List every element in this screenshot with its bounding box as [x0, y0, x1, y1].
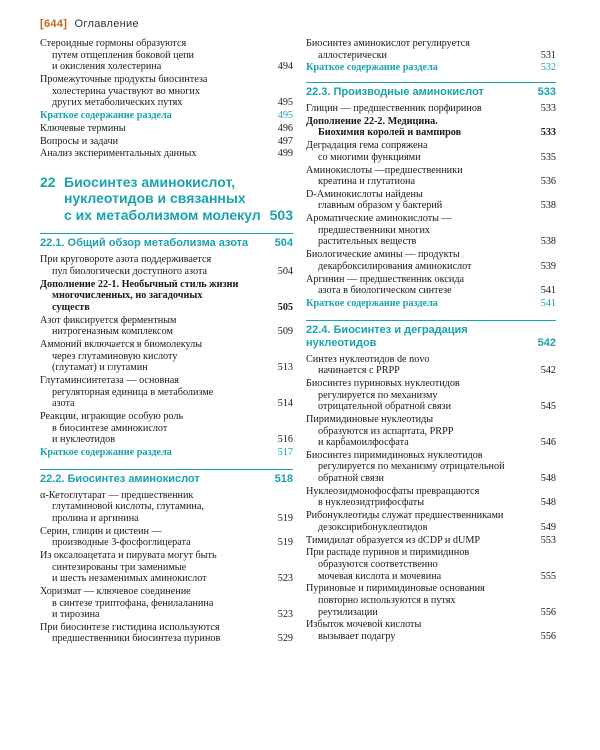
- entry-title-line: Краткое содержание раздела: [306, 62, 438, 74]
- toc-entry[interactable]: [40, 490, 293, 525]
- entry-page-number: 523: [277, 573, 293, 585]
- entry-title-line: пролина и аргинина: [52, 512, 139, 524]
- toc-entry[interactable]: [40, 136, 293, 148]
- toc-entry[interactable]: [306, 165, 556, 188]
- entry-title-line: Стероидные гормоны образуются: [40, 38, 187, 49]
- summary-entry[interactable]: [40, 447, 293, 459]
- section-heading[interactable]: [40, 233, 293, 250]
- entry-title-line: D-Аминокислоты найдены: [306, 188, 423, 200]
- toc-entry[interactable]: [306, 450, 556, 485]
- toc-entry[interactable]: [306, 38, 556, 61]
- entry-page-number: 541: [540, 285, 556, 297]
- entry-title-line: Биосинтез пуриновых нуклеотидов: [306, 377, 460, 389]
- entry-title-line: Краткое содержание раздела: [40, 109, 172, 121]
- entry-title-line: мочевая кислота и мочевина: [318, 570, 442, 582]
- section-heading[interactable]: [40, 469, 293, 486]
- entry-title-line: производные 3-фосфоглицерата: [52, 537, 191, 549]
- entry-page-number: 499: [277, 148, 293, 160]
- entry-title-line: Биосинтез пиримидиновых нуклеотидов: [306, 449, 483, 461]
- entry-page-number: 495: [277, 97, 293, 109]
- entry-page-number: 509: [277, 326, 293, 338]
- entry-page-number: 494: [277, 61, 293, 73]
- entry-page-number: 538: [540, 236, 556, 248]
- entry-title-line: холестерина участвуют во многих: [52, 85, 200, 97]
- entry-title-line: обратной связи: [318, 473, 384, 485]
- section-page: 504: [274, 237, 293, 250]
- entry-title-line: отрицательной обратной связи: [318, 401, 452, 413]
- toc-entry[interactable]: [306, 547, 556, 582]
- entry-title-line: α-Кетоглутарат — предшественник: [40, 489, 194, 501]
- entry-page-number: 504: [277, 265, 293, 277]
- toc-entry[interactable]: [40, 279, 293, 314]
- toc-entry[interactable]: [40, 38, 293, 73]
- entry-title-line: и окисления холестерина: [52, 61, 162, 73]
- entry-title-line: предшественники многих: [318, 224, 431, 236]
- toc-entry[interactable]: [306, 583, 556, 618]
- entry-title-line: Пиримидиновые нуклеотиды: [306, 413, 434, 425]
- toc-group: [40, 38, 293, 160]
- entry-page-number: 556: [540, 606, 556, 618]
- entry-page-number: 542: [540, 365, 556, 377]
- section-heading[interactable]: [306, 82, 556, 99]
- page-number: [644]: [40, 18, 68, 30]
- toc-entry[interactable]: [306, 535, 556, 547]
- entry-title-line: Нуклеозидмонофосфаты превращаются: [306, 485, 480, 497]
- entry-title-line: Дополнение 22-2. Медицина.: [306, 115, 438, 127]
- entry-title-line: Биологические амины — продукты: [306, 249, 460, 261]
- entry-page-number: 533: [540, 127, 556, 139]
- entry-title-line: и шесть незаменимых аминокислот: [52, 573, 207, 585]
- entry-page-number: 531: [540, 49, 556, 61]
- entry-title-line: (глутамат) и глутамин: [52, 362, 148, 374]
- entry-page-number: 495: [277, 109, 293, 121]
- entry-page-number: 529: [277, 633, 293, 645]
- entry-title-line: путем отщепления боковой цепи: [52, 49, 194, 61]
- entry-title-line: вызывает подагру: [318, 630, 396, 642]
- entry-page-number: 532: [540, 62, 556, 74]
- entry-page-number: 553: [540, 534, 556, 546]
- entry-title-line: глутаминовой кислоты, глутамина,: [52, 501, 204, 513]
- toc-entry[interactable]: [306, 249, 556, 272]
- entry-title-line: Рибонуклеотиды служат предшественниками: [306, 510, 504, 522]
- entry-page-number: 541: [540, 297, 556, 309]
- entry-page-number: 545: [540, 401, 556, 413]
- toc-entry[interactable]: [306, 213, 556, 248]
- entry-page-number: 497: [277, 135, 293, 147]
- toc-entry[interactable]: [40, 339, 293, 374]
- entry-title-line: через глутаминовую кислоту: [52, 350, 178, 362]
- running-title: Оглавление: [74, 18, 139, 30]
- entry-title-line: креатина и глутатиона: [318, 176, 416, 188]
- entry-page-number: 538: [540, 200, 556, 212]
- toc-entry[interactable]: [306, 378, 556, 413]
- entry-page-number: 514: [277, 398, 293, 410]
- toc-entry[interactable]: [306, 274, 556, 297]
- section-title: 22.4. Биосинтез и деградация нуклеотидов: [306, 323, 468, 349]
- entry-title-line: реутилизации: [318, 606, 378, 618]
- toc-entry[interactable]: [306, 354, 556, 377]
- toc-group: [306, 354, 556, 643]
- entry-title-line: Анализ экспериментальных данных: [40, 148, 197, 160]
- entry-title-line: При круговороте азота поддерживается: [40, 254, 212, 266]
- entry-page-number: 555: [540, 570, 556, 582]
- entry-title-line: При распаде пуринов и пиримидинов: [306, 547, 470, 559]
- entry-title-line: Глутаминсинтетаза — основная: [40, 375, 179, 387]
- left-column: [40, 38, 293, 646]
- chapter-title-line: Биосинтез аминокислот,: [64, 173, 236, 190]
- entry-title-line: и тирозина: [52, 609, 100, 621]
- entry-title-line: Аминокислоты —предшественники: [306, 164, 463, 176]
- chapter-page: 503: [269, 206, 293, 223]
- entry-title-line: дезоксирибонуклеотидов: [318, 521, 428, 533]
- entry-title-line: Реакции, играющие особую роль: [40, 411, 184, 423]
- entry-page-number: 519: [277, 512, 293, 524]
- entry-page-number: 517: [277, 447, 293, 458]
- toc-group: [40, 490, 293, 645]
- chapter-title-line: с их метаболизмом молекул: [64, 206, 261, 223]
- entry-title-line: повторно используются в путях: [318, 594, 456, 606]
- entry-title-line: Ароматические аминокислоты —: [306, 213, 452, 225]
- entry-page-number: 556: [540, 630, 556, 642]
- entry-title-line: Биосинтез аминокислот регулируется: [306, 38, 470, 49]
- entry-title-line: Аммоний включается в биомолекулы: [40, 339, 203, 351]
- entry-title-line: синтезированы три заменимые: [52, 561, 187, 573]
- toc-entry[interactable]: [306, 103, 556, 115]
- toc-group: [306, 103, 556, 310]
- entry-title-line: других метаболических путях: [52, 97, 183, 109]
- entry-title-line: Краткое содержание раздела: [306, 297, 438, 309]
- entry-title-line: Промежуточные продукты биосинтеза: [40, 73, 208, 85]
- entry-title-line: нитрогеназным комплексом: [52, 326, 173, 338]
- entry-title-line: в нуклеозидтрифосфаты: [318, 497, 425, 509]
- toc-entry[interactable]: [40, 411, 293, 446]
- entry-title-line: и карбамоилфосфата: [318, 437, 409, 449]
- toc-entry[interactable]: [306, 116, 556, 139]
- entry-page-number: 519: [277, 537, 293, 549]
- entry-page-number: 533: [540, 102, 556, 114]
- entry-page-number: 505: [277, 301, 293, 313]
- entry-title-line: Дополнение 22-1. Необычный стиль жизни: [40, 278, 239, 290]
- section-page: 533: [537, 85, 556, 98]
- entry-title-line: в синтезе триптофана, фенилаланина: [52, 597, 214, 609]
- summary-entry[interactable]: [40, 110, 293, 122]
- entry-title-line: Краткое содержание раздела: [40, 447, 172, 458]
- entry-title-line: декарбоксилирования аминокислот: [318, 260, 472, 272]
- entry-page-number: 546: [540, 437, 556, 449]
- entry-page-number: 496: [277, 122, 293, 134]
- toc-entry[interactable]: [306, 414, 556, 449]
- toc-entry[interactable]: [40, 148, 293, 160]
- section-page: 542: [537, 336, 556, 349]
- entry-title-line: образуются из аспартата, PRPP: [318, 425, 454, 437]
- toc-entry[interactable]: [40, 586, 293, 621]
- entry-title-line: со многими функциями: [318, 151, 421, 163]
- entry-title-line: При биосинтезе гистидина используются: [40, 621, 220, 633]
- entry-title-line: образуются соответственно: [318, 558, 438, 570]
- entry-title-line: азота в биологическом синтезе: [318, 285, 452, 297]
- toc-entry[interactable]: [306, 510, 556, 533]
- entry-title-line: Вопросы и задачи: [40, 135, 119, 147]
- toc-group: [306, 38, 556, 74]
- entry-title-line: регулируется по механизму: [318, 389, 438, 401]
- entry-title-line: Избыток мочевой кислоты: [306, 619, 422, 631]
- section-title: 22.2. Биосинтез аминокислот: [40, 472, 200, 485]
- entry-title-line: и нуклеотидов: [52, 434, 116, 446]
- entry-title-line: существ: [52, 301, 90, 313]
- toc-entry[interactable]: [40, 526, 293, 549]
- entry-page-number: 516: [277, 434, 293, 446]
- entry-title-line: Аргинин — предшественник оксида: [306, 273, 465, 285]
- entry-page-number: 548: [540, 473, 556, 485]
- section-title: 22.1. Общий обзор метаболизма азота: [40, 237, 249, 250]
- toc-group: [40, 254, 293, 458]
- toc-entry[interactable]: [306, 486, 556, 509]
- section-heading[interactable]: [306, 320, 556, 350]
- toc-entry[interactable]: [40, 550, 293, 585]
- section-page: 518: [274, 472, 293, 485]
- entry-title-line: начинается с PRPP: [318, 365, 400, 377]
- entry-title-line: аллостерически: [318, 49, 387, 61]
- entry-page-number: 549: [540, 521, 556, 533]
- toc-entry[interactable]: [40, 315, 293, 338]
- entry-title-line: в биосинтезе аминокислот: [52, 422, 168, 434]
- entry-title-line: Ключевые термины: [40, 122, 126, 134]
- toc-entry[interactable]: [40, 254, 293, 277]
- entry-title-line: предшественники биосинтеза пуринов: [52, 633, 221, 645]
- toc-entry[interactable]: [40, 74, 293, 109]
- entry-title-line: Серин, глицин и цистеин —: [40, 525, 162, 537]
- toc-entry[interactable]: [40, 123, 293, 135]
- entry-title-line: Биохимия королей и вампиров: [318, 127, 462, 139]
- chapter-title-line: нуклеотидов и связанных: [64, 190, 246, 207]
- summary-entry[interactable]: [306, 298, 556, 310]
- entry-title-line: Деградация гема сопряжена: [306, 140, 428, 152]
- entry-page-number: 548: [540, 497, 556, 509]
- page-header: [40, 18, 139, 30]
- entry-title-line: регулируется по механизму отрицательной: [318, 461, 505, 473]
- toc-entry[interactable]: [40, 622, 293, 645]
- entry-title-line: главным образом у бактерий: [318, 200, 443, 212]
- chapter-number: 22: [40, 173, 56, 190]
- entry-page-number: 535: [540, 151, 556, 163]
- toc-entry[interactable]: [306, 189, 556, 212]
- entry-title-line: Из оксалоацетата и пирувата могут быть: [40, 549, 217, 561]
- entry-page-number: 536: [540, 176, 556, 188]
- chapter-heading[interactable]: [40, 174, 293, 224]
- entry-title-line: Пуриновые и пиримидиновые основания: [306, 583, 485, 595]
- section-title: 22.3. Производные аминокислот: [306, 85, 484, 98]
- entry-title-line: Азот фиксируется ферментным: [40, 314, 177, 326]
- entry-title-line: Тимидилат образуется из dCDP и dUMP: [306, 534, 481, 546]
- right-column: [306, 38, 556, 644]
- entry-title-line: многочисленных, но загадочных: [52, 290, 203, 302]
- entry-title-line: Синтез нуклеотидов de novo: [306, 353, 430, 365]
- toc-entry[interactable]: [306, 619, 556, 642]
- summary-entry[interactable]: [306, 62, 556, 74]
- entry-title-line: Глицин — предшественник порфиринов: [306, 102, 482, 114]
- toc-entry[interactable]: [40, 375, 293, 410]
- entry-page-number: 513: [277, 362, 293, 374]
- toc-entry[interactable]: [306, 140, 556, 163]
- entry-page-number: 523: [277, 609, 293, 621]
- entry-title-line: Хоризмат — ключевое соединение: [40, 585, 191, 597]
- entry-title-line: азота: [52, 398, 75, 410]
- entry-page-number: 539: [540, 260, 556, 272]
- entry-title-line: регуляторная единица в метаболизме: [52, 386, 214, 398]
- entry-title-line: пул биологически доступного азота: [52, 265, 208, 277]
- entry-title-line: растительных веществ: [318, 236, 417, 248]
